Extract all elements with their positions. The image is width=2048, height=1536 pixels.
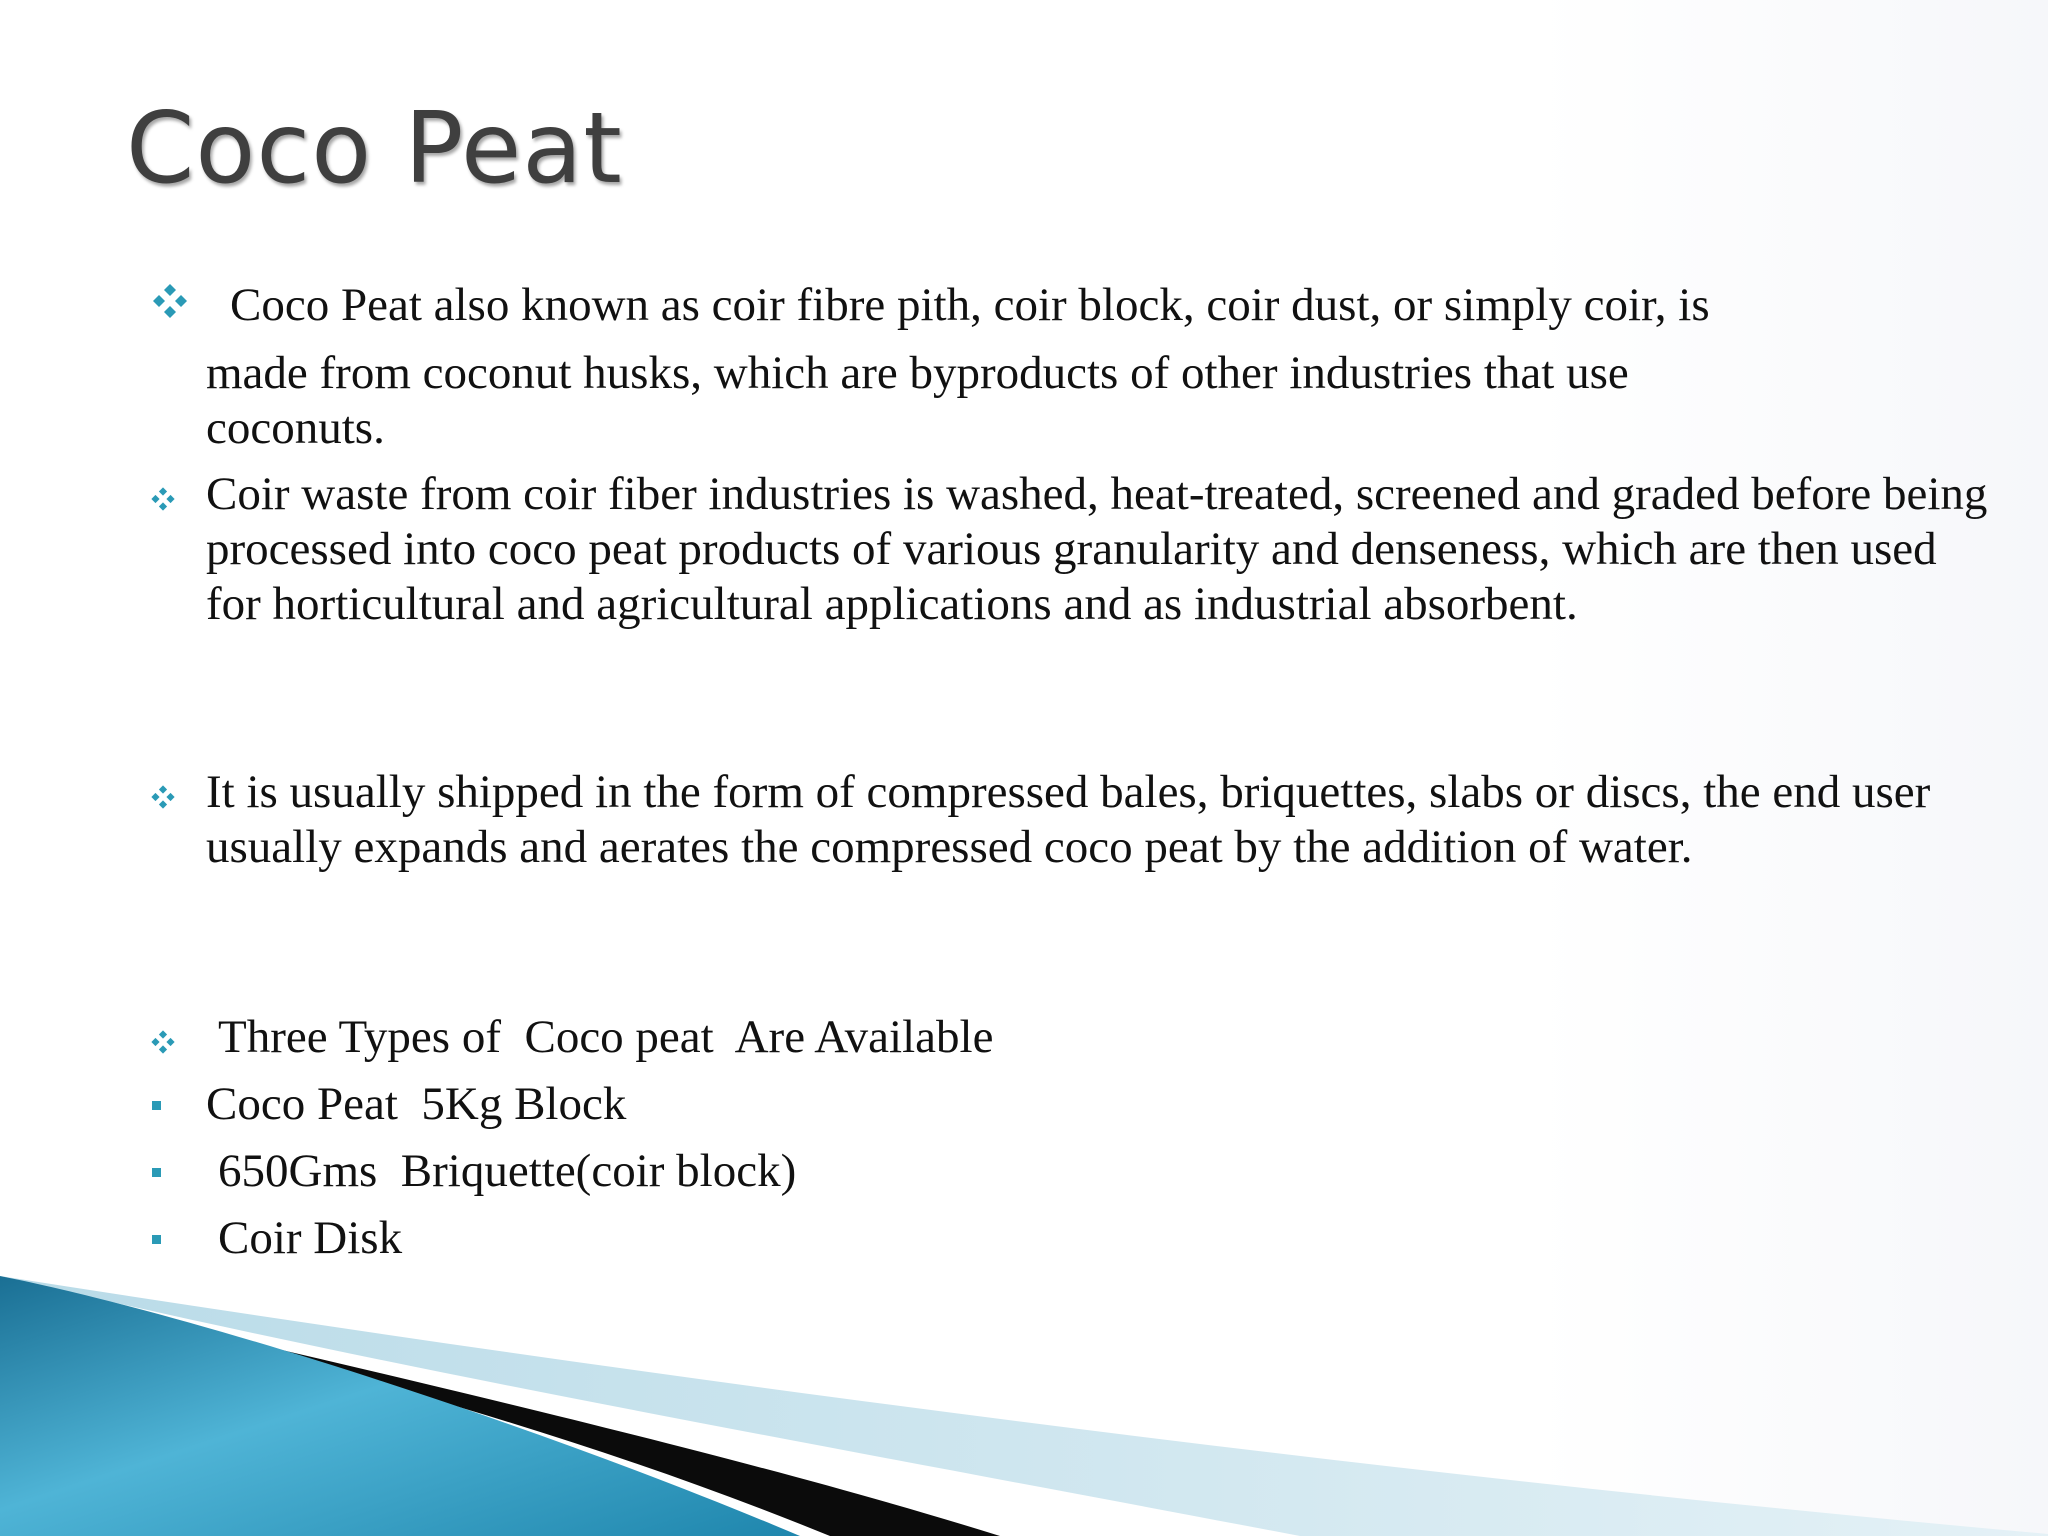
slide-title: Coco Peat — [126, 92, 623, 206]
list-item-text: 650Gms Briquette(coir block) — [218, 1145, 797, 1197]
decorative-swoosh — [0, 1276, 2048, 1536]
four-diamond-icon — [150, 486, 176, 512]
paragraph-text: Three Types of Coco peat Are Available — [218, 1011, 994, 1063]
four-diamond-icon — [150, 1029, 176, 1055]
square-bullet-icon — [152, 1235, 161, 1244]
list-item-text: Coir Disk — [218, 1212, 403, 1264]
square-bullet-icon — [152, 1168, 161, 1177]
paragraph-text: It is usually shipped in the form of compressed bales, briquettes, slabs or discs, the end user usually expands and aerates the compressed coco peat by the addition of water. — [206, 766, 1931, 873]
list-item-text: Coco Peat 5Kg Block — [206, 1078, 627, 1130]
square-bullet-icon — [152, 1101, 161, 1110]
paragraph-text: Coir waste from coir fiber industries is washed, heat-treated, screened and graded before being processed into coco peat products of various granularity and denseness, which are then used for horticultural and agricultural applications and as industrial absorbent. — [206, 468, 1988, 630]
paragraph-continuation: made from coconut husks, which are byproducts of other industries that use coconuts. — [206, 347, 1629, 454]
four-diamond-icon — [150, 784, 176, 810]
paragraph-first-line: Coco Peat also known as coir fibre pith, coir block, coir dust, or simply coir, is — [230, 279, 1710, 331]
four-diamond-icon — [151, 282, 189, 320]
